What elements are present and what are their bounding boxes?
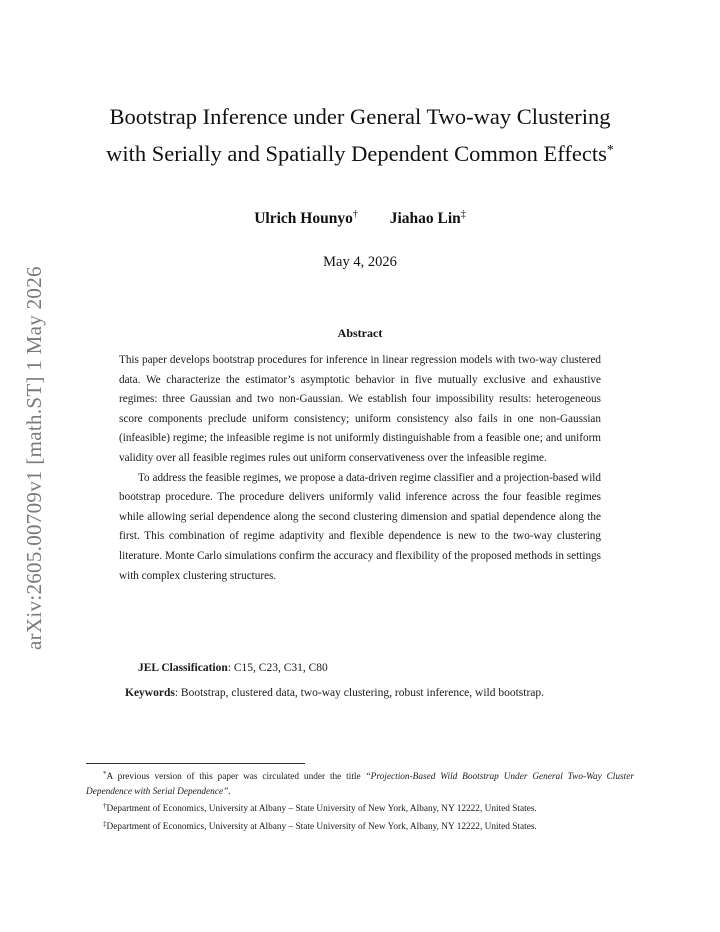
footnote-1 <box>86 767 634 799</box>
abstract-heading: Abstract <box>337 326 383 340</box>
footnote-1-end: . <box>228 786 231 797</box>
author-2 <box>390 210 466 227</box>
author-1 <box>254 210 358 227</box>
keywords-list: : Bootstrap, clustered data, two-way clustering, robust inference, wild bootstrap. <box>174 687 545 699</box>
footnote-3 <box>86 817 634 835</box>
arxiv-side-stamp <box>14 250 54 650</box>
keywords <box>119 682 601 704</box>
jel-label: JEL Classification <box>138 662 228 674</box>
author-2-mark: ‡ <box>460 209 466 220</box>
footnote-1-mark: * <box>103 770 107 778</box>
abstract-paragraph-1: This paper develops bootstrap procedures for inference in linear regression models with two-way clustered data. We characterize the estimator’s asymptotic behavior in five mutually exclusive and exhaustive regimes: three Gaussian and two non-Gaussian. We establish four impossibility results: heterogeneous score components preclude uniform consistency; uniform consistency also fails in one non-Gaussian (infeasible) regime; the infeasible regime is not uniformly distinguishable from a feasible one; and uniform validity over all feasible regimes rules out uniform conservativeness over the infeasible regime. <box>119 354 601 464</box>
arxiv-identifier: arXiv:2605.00709v1 [math.ST] 1 May 2026 <box>22 266 46 650</box>
jel-classification <box>138 662 598 674</box>
abstract-paragraph-2: To address the feasible regimes, we propose a data-driven regime classifier and a projection-based wild bootstrap procedure. The procedure delivers uniformly valid inference across the four feasible regimes while allowing serial dependence along the second clustering dimension and spatial dependence along the first. This combination of regime adaptivity and flexible dependence is new to the two-way clustering literature. Monte Carlo simulations confirm the accuracy and flexibility of the proposed methods in settings with complex clustering structures. <box>119 471 601 582</box>
keywords-label: Keywords <box>125 687 175 699</box>
footnote-2-mark: † <box>103 802 107 810</box>
jel-codes: : C15, C23, C31, C80 <box>227 662 328 674</box>
title-footnote-mark: * <box>606 143 614 158</box>
paper-title <box>80 100 640 171</box>
author-2-name: Jiahao Lin <box>389 210 461 227</box>
paper-date: May 4, 2026 <box>323 254 397 270</box>
author-1-name: Ulrich Hounyo <box>254 210 353 227</box>
author-list <box>80 209 640 228</box>
footnote-3-mark: ‡ <box>103 819 107 828</box>
title-line-2: with Serially and Spatially Dependent Common Effects <box>106 141 607 166</box>
footnote-divider <box>86 763 305 764</box>
footnote-2-text: Department of Economics, University at Albany – State University of New York, Albany, NY 12222, United States. <box>106 804 537 814</box>
footnote-1-text: A previous version of this paper was circulated under the title <box>106 772 366 782</box>
footnote-3-text: Department of Economics, University at Albany – State University of New York, Albany, NY 12222, United States. <box>106 821 537 832</box>
footnotes <box>86 767 634 834</box>
author-1-mark: † <box>352 209 358 220</box>
footnote-1-previous-title: “Projection-Based Wild Bootstrap Under General Two-Way Cluster Dependence with Serial Dependence” <box>86 772 634 797</box>
title-line-1: Bootstrap Inference under General Two-way Clustering <box>109 104 611 129</box>
abstract-body <box>119 351 601 586</box>
footnote-2 <box>86 799 634 817</box>
